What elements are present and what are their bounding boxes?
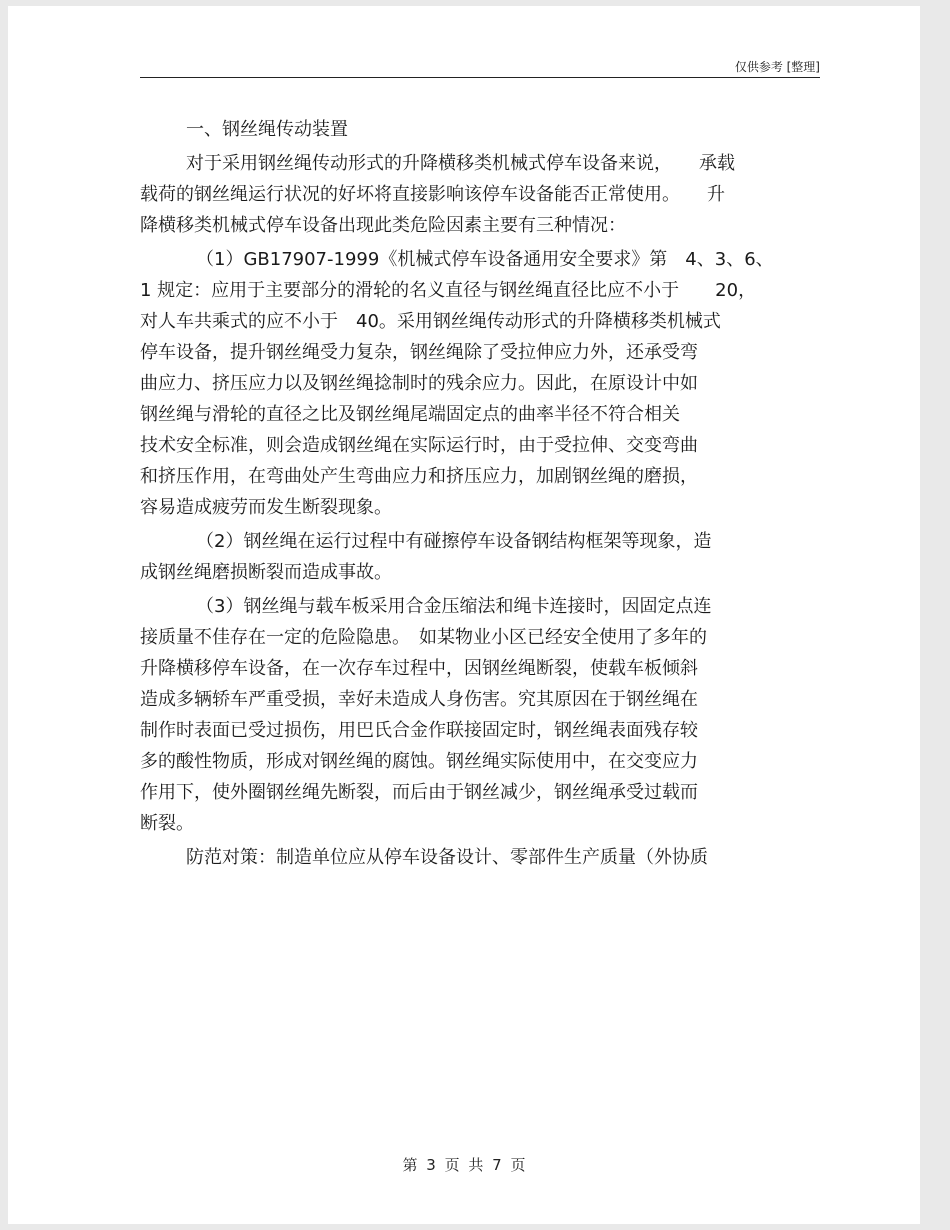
paragraph-first-line: 一、钢丝绳传动装置 <box>186 119 348 140</box>
paragraph-line: 作用下，使外圈钢丝绳先断裂，而后由于钢丝减少，钢丝绳承受过载而 <box>140 782 698 803</box>
paragraph-line: 升降横移停车设备，在一次存车过程中，因钢丝绳断裂，使载车板倾斜 <box>140 658 698 679</box>
paragraph-first-line: 对于采用钢丝绳传动形式的升降横移类机械式停车设备来说， 承载 <box>186 153 735 174</box>
header-rule <box>140 77 820 78</box>
paragraph-line: 断裂。 <box>140 813 194 834</box>
paragraph-line: 1 规定：应用于主要部分的滑轮的名义直径与钢丝绳直径比应不小于 20， <box>140 280 757 301</box>
paragraph-line: 对人车共乘式的应不小于 40。采用钢丝绳传动形式的升降横移类机械式 <box>140 311 721 332</box>
paragraph-line: 造成多辆轿车严重受损，幸好未造成人身伤害。究其原因在于钢丝绳在 <box>140 689 698 710</box>
paragraph-line: 技术安全标准，则会造成钢丝绳在实际运行时，由于受拉伸、交变弯曲 <box>140 435 698 456</box>
paragraph-line: 钢丝绳与滑轮的直径之比及钢丝绳尾端固定点的曲率半径不符合相关 <box>140 404 680 425</box>
paragraph-line: 容易造成疲劳而发生断裂现象。 <box>140 497 392 518</box>
document-body <box>140 114 816 873</box>
paragraph-line: 制作时表面已受过损伤，用巴氏合金作联接固定时，钢丝绳表面残存较 <box>140 720 698 741</box>
paragraph-first-line: （1）GB17907-1999《机械式停车设备通用安全要求》第 4、3、6、 <box>196 249 774 270</box>
paragraph-line: 和挤压作用，在弯曲处产生弯曲应力和挤压应力，加剧钢丝绳的磨损， <box>140 466 698 487</box>
document-page <box>8 6 920 1224</box>
paragraph-line: 曲应力、挤压应力以及钢丝绳捻制时的残余应力。因此，在原设计中如 <box>140 373 698 394</box>
paragraph-line: 多的酸性物质，形成对钢丝绳的腐蚀。钢丝绳实际使用中，在交变应力 <box>140 751 698 772</box>
page-footer: 第 3 页 共 7 页 <box>402 1156 526 1174</box>
paragraph-line: 载荷的钢丝绳运行状况的好坏将直接影响该停车设备能否正常使用。 升 <box>140 184 725 205</box>
paragraph-first-line: （2）钢丝绳在运行过程中有碰擦停车设备钢结构框架等现象，造 <box>196 531 712 552</box>
paragraph-line: 接质量不佳存在一定的危险隐患。 如某物业小区已经安全使用了多年的 <box>140 627 707 648</box>
page-header: 仅供参考 [整理] <box>734 60 820 74</box>
paragraph-line: 成钢丝绳磨损断裂而造成事故。 <box>140 562 392 583</box>
paragraph-first-line: 防范对策：制造单位应从停车设备设计、零部件生产质量（外协质 <box>186 847 708 868</box>
paragraph-line: 降横移类机械式停车设备出现此类危险因素主要有三种情况： <box>140 215 626 236</box>
paragraph-line: 停车设备，提升钢丝绳受力复杂，钢丝绳除了受拉伸应力外，还承受弯 <box>140 342 698 363</box>
paragraph-first-line: （3）钢丝绳与载车板采用合金压缩法和绳卡连接时，因固定点连 <box>196 596 712 617</box>
